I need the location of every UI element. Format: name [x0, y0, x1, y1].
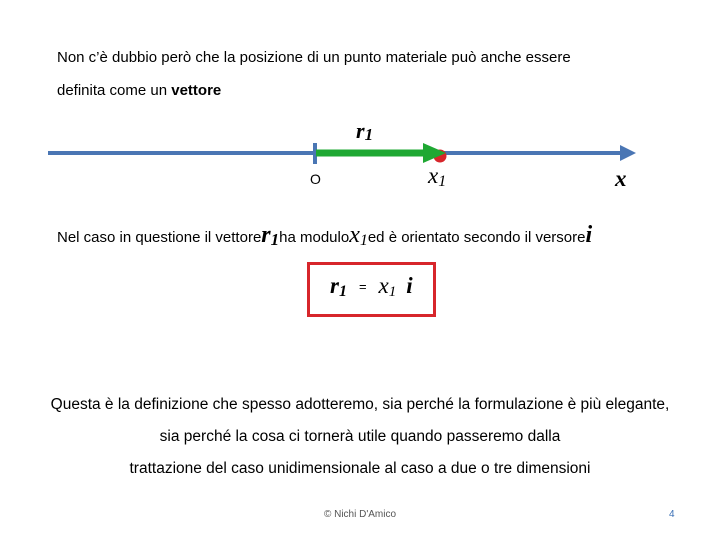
formula-box [307, 262, 436, 317]
sentence-part-2: ha modulo [279, 229, 350, 246]
formula-rhs-subscript: 1 [388, 284, 397, 300]
axis-x-label: x [615, 166, 627, 191]
point-x1-label: x1 [428, 163, 447, 190]
sentence-i-symbol: i [585, 222, 593, 248]
sentence-part-1: Nel caso in questione il vettore [57, 229, 262, 246]
conclusion-paragraph [0, 396, 720, 478]
sentence-part-3: ed è orientato secondo il versore [367, 229, 586, 246]
conclusion-line-1: Questa è la definizione che spesso adotteremo, sia perché la formulazione è più elegante, [50, 396, 670, 413]
formula-lhs-subscript: 1 [338, 283, 347, 300]
formula [330, 273, 413, 299]
formula-unit-vector: i [406, 273, 413, 298]
intro-line-1: Non c’è dubbio però che la posizione di un punto materiale può anche essere [57, 49, 571, 66]
sentence-r-symbol: r [261, 222, 271, 248]
description-sentence [57, 222, 592, 249]
number-line-diagram [0, 0, 720, 200]
footer-author: © Nichi D'Amico [323, 509, 397, 520]
conclusion-line-2: sia perché la cosa ci tornerà utile quando passeremo dalla [159, 428, 561, 445]
formula-lhs: r [330, 273, 339, 298]
origin-label: O [310, 171, 321, 187]
formula-rhs: x [378, 273, 389, 298]
vector-r1-label: r1 [356, 118, 374, 144]
conclusion-line-3: trattazione del caso unidimensionale al caso a due o tre dimensioni [129, 460, 591, 477]
page-number: 4 [669, 509, 675, 520]
vettore-bold: vettore [171, 82, 222, 99]
x-axis-arrowhead [620, 145, 636, 161]
sentence-r-subscript: 1 [270, 230, 280, 249]
sentence-x-symbol: x [349, 222, 360, 248]
formula-equals: = [358, 279, 367, 294]
sentence-x-subscript: 1 [359, 232, 368, 249]
intro-line-2-text: definita come un [57, 82, 172, 99]
